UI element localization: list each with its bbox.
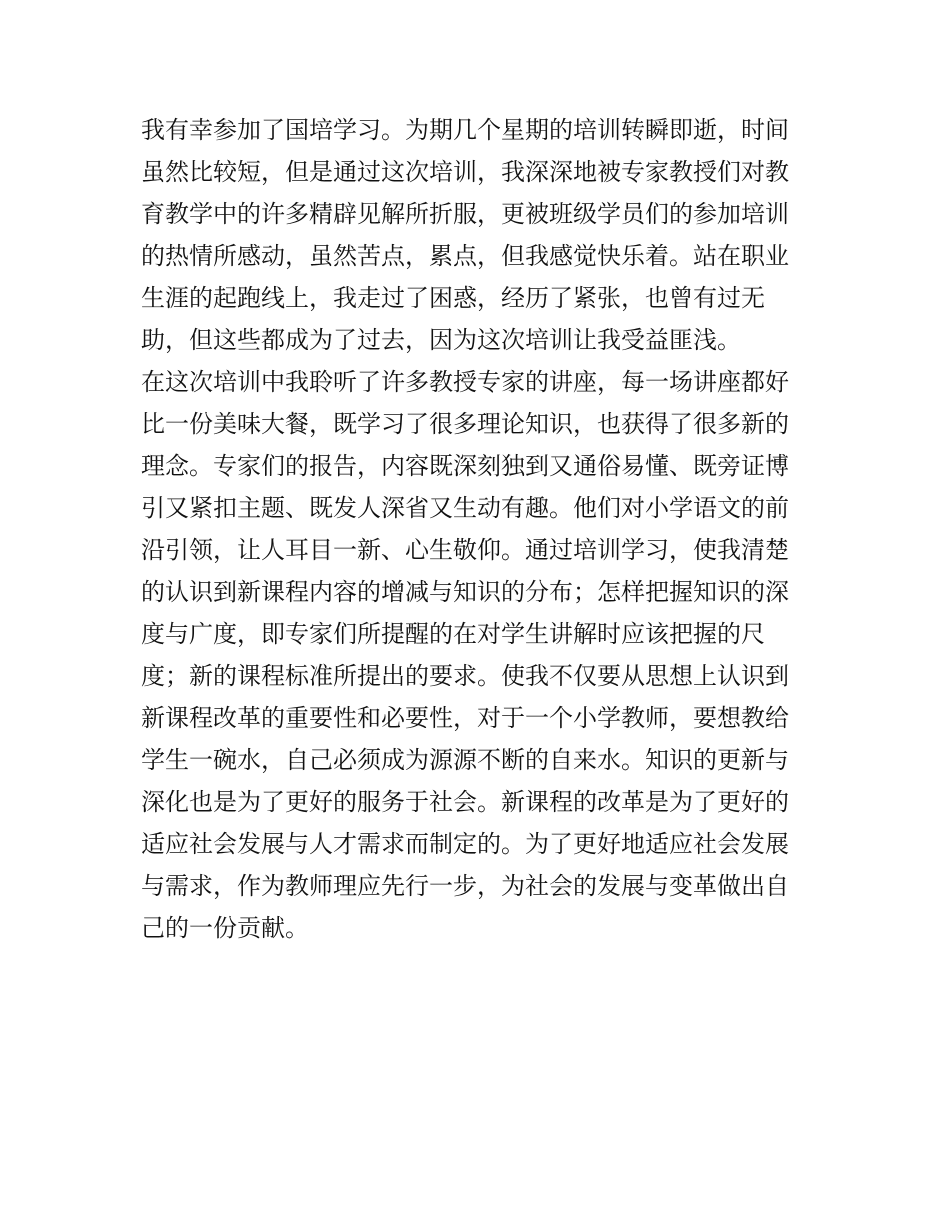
text-line: 生涯的起跑线上，我走过了困惑，经历了紧张，也曾有过无	[141, 284, 765, 312]
document-body	[141, 109, 821, 949]
text-line: 深化也是为了更好的服务于社会。新课程的改革是为了更好的	[141, 788, 789, 816]
text-line: 新课程改革的重要性和必要性，对于一个小学教师，要想教给	[141, 704, 789, 732]
text-line: 己的一份贡献。	[141, 914, 309, 942]
text-line: 学生一碗水，自己必须成为源源不断的自来水。知识的更新与	[141, 746, 789, 774]
text-line: 我有幸参加了国培学习。为期几个星期的培训转瞬即逝，时间	[141, 116, 789, 144]
text-line: 的热情所感动，虽然苦点，累点，但我感觉快乐着。站在职业	[141, 242, 789, 270]
text-line: 在这次培训中我聆听了许多教授专家的讲座，每一场讲座都好	[141, 368, 789, 396]
text-line: 助，但这些都成为了过去，因为这次培训让我受益匪浅。	[141, 326, 741, 354]
text-line: 虽然比较短，但是通过这次培训，我深深地被专家教授们对教	[141, 158, 789, 186]
text-line: 理念。专家们的报告，内容既深刻独到又通俗易懂、既旁证博	[141, 452, 789, 480]
text-line: 度；新的课程标准所提出的要求。使我不仅要从思想上认识到	[141, 662, 789, 690]
text-line: 沿引领，让人耳目一新、心生敬仰。通过培训学习，使我清楚	[141, 536, 789, 564]
text-line: 的认识到新课程内容的增减与知识的分布；怎样把握知识的深	[141, 578, 789, 606]
text-line: 比一份美味大餐，既学习了很多理论知识，也获得了很多新的	[141, 410, 789, 438]
text-line: 度与广度，即专家们所提醒的在对学生讲解时应该把握的尺	[141, 620, 765, 648]
text-line: 与需求，作为教师理应先行一步，为社会的发展与变革做出自	[141, 872, 789, 900]
text-line: 适应社会发展与人才需求而制定的。为了更好地适应社会发展	[141, 830, 789, 858]
text-line: 引又紧扣主题、既发人深省又生动有趣。他们对小学语文的前	[141, 494, 789, 522]
text-line: 育教学中的许多精辟见解所折服，更被班级学员们的参加培训	[141, 200, 789, 228]
